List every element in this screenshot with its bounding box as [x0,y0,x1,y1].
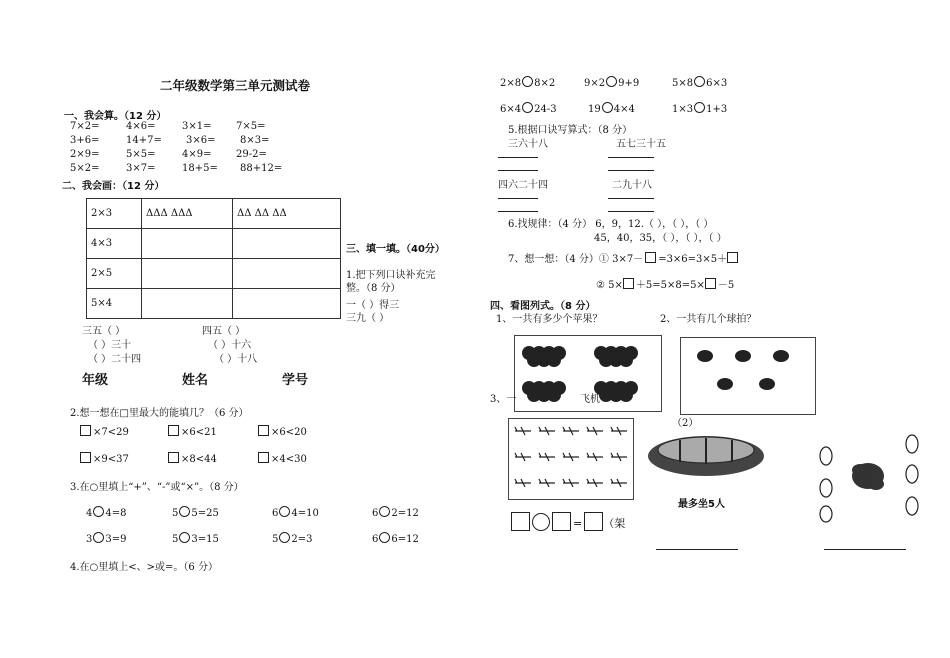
compare-right: 9+9 [618,78,640,89]
q5-item: 五七三十五 [616,139,666,150]
compare-circle[interactable] [694,76,705,87]
equation-circle[interactable] [532,513,550,531]
fill-item: 四五（ ） [202,326,246,337]
operand: 4=10 [291,508,319,519]
table-cell: ΔΔΔ ΔΔΔ [142,199,233,229]
table-cell[interactable] [142,229,233,259]
picture-label: （2） [672,418,699,429]
exercise: 4×6= [126,121,156,132]
exercise: 2×9= [70,149,100,160]
compare-circle[interactable] [522,76,533,87]
section-3-heading: 三、填一填。（40分） [346,244,445,255]
exercise: 18+5= [182,163,218,174]
table-cell: 4×3 [87,229,142,259]
q5-item: 三六十八 [508,139,548,150]
operand: 5=25 [191,508,219,519]
compare-left: 19 [588,104,601,115]
table-cell: ΔΔ ΔΔ ΔΔ [233,199,341,229]
table-cell[interactable] [142,259,233,289]
compare-right: 6×3 [706,78,728,89]
exercise: 8×3= [240,135,270,146]
inequality: ×7<29 [93,427,129,438]
answer-line[interactable] [608,211,654,212]
compare-circle[interactable] [602,102,613,113]
q1-instruction: 1.把下列口诀补充完整。（8 分） [346,270,436,294]
compare-circle[interactable] [694,102,705,113]
q1-line: 一（ ）得三 [346,300,400,311]
compare-right: 24-3 [534,104,557,115]
equation-box[interactable] [552,512,571,531]
exercise: 3×6= [186,135,216,146]
q3-heading: 3.在○里填上“+”、“-”或“×”。（8 分） [70,482,244,493]
rackets-picture [680,337,816,415]
fill-item: （ ）十八 [214,354,258,365]
exercise: 7×5= [236,121,266,132]
q6-line1: 6.找规律：（4 分） 6，9，12.（ ），（ ），（ ） [508,219,714,230]
exercise: 29-2= [236,149,267,160]
operand: 6 [372,534,379,545]
equation-row [511,512,625,531]
table-row [87,289,341,319]
table-cell[interactable] [142,289,233,319]
compare-right: 1+3 [706,104,728,115]
q1-line: 三九（ ） [346,313,390,324]
operand: 6 [272,508,279,519]
answer-box[interactable] [80,452,91,463]
table-row [87,259,341,289]
inequality: ×9<37 [93,454,129,465]
answer-line[interactable] [498,157,538,158]
exercise: 3+6= [70,135,100,146]
equation-box[interactable] [511,512,530,531]
q7-text: ＋5=5×8=5× [635,280,705,291]
exercise: 14+7= [126,135,162,146]
answer-box[interactable] [623,278,634,289]
q7-line1 [508,250,740,265]
page-title: 二年级数学第三单元测试卷 [160,78,311,93]
s4-question-1: 1、一共有多少个苹果？ [496,314,603,325]
operand: 4 [86,508,93,519]
answer-line[interactable] [824,549,906,550]
inequality: ×6<21 [181,427,217,438]
operator-circle[interactable] [279,532,290,543]
q6-line2: 45，40，35，（ ），（ ），（ ） [594,233,727,244]
rabbits-illustration [812,430,930,526]
answer-box[interactable] [705,278,716,289]
operand: 6=12 [391,534,419,545]
operator-circle[interactable] [179,532,190,543]
section-4-heading: 四、看图列式。（8 分） [490,301,596,312]
equation-box[interactable] [584,512,603,531]
exercise: 7×2= [70,121,100,132]
q7-label: 7、想一想：（4 分）① 3×7－ [508,254,644,265]
q2-heading: 2.想一想在□里最大的能填几？（6 分） [70,408,249,419]
exercise: 5×5= [126,149,156,160]
operator-circle[interactable] [379,506,390,517]
s4-question-3: 3、一 [490,394,517,405]
answer-line[interactable] [498,170,538,171]
answer-box[interactable] [645,252,656,263]
operand: 3 [86,534,93,545]
exercise: 88+12= [240,163,283,174]
operand: 2=12 [391,508,419,519]
drawing-table [86,198,341,319]
q5-item: 二九十八 [612,180,652,191]
compare-circle[interactable] [522,102,533,113]
equals-sign: = [573,517,583,530]
rackets-illustration [681,338,815,414]
table-row [87,229,341,259]
compare-left: 5×8 [672,78,694,89]
answer-box[interactable] [168,425,179,436]
table-cell: 2×3 [87,199,142,229]
s4-question-3-tail: 飞机 [580,394,600,405]
section-2-heading: 二、我会画：（12 分） [62,181,165,192]
fill-item: （ ）十六 [208,340,252,351]
section-1-heading: 一、我会算。（12 分） [64,111,167,122]
q7-line2 [596,276,734,291]
operator-circle[interactable] [379,532,390,543]
table-cell: 5×4 [87,289,142,319]
table-cell[interactable] [233,289,341,319]
operand: 5 [172,508,179,519]
compare-circle[interactable] [606,76,617,87]
fill-item: （ ）二十四 [88,354,142,365]
boat-caption: 最多坐5人 [678,499,725,510]
operator-circle[interactable] [179,506,190,517]
unit-label: （架 [603,517,626,530]
answer-line[interactable] [608,157,654,158]
q5-item: 四六二十四 [498,180,548,191]
answer-line[interactable] [608,198,654,199]
q5-heading: 5.根据口诀写算式：（8 分） [508,125,633,136]
s4-question-2: 2、一共有几个球拍？ [660,314,757,325]
q4-heading: 4.在○里填上<、>或=。（6 分） [70,562,218,573]
answer-box[interactable] [258,452,269,463]
operand: 5 [172,534,179,545]
operator-circle[interactable] [93,506,104,517]
fill-item: （ ）三十 [88,340,132,351]
table-cell[interactable] [233,229,341,259]
name-label: 姓名 [182,373,209,388]
airplanes-illustration [509,419,633,499]
answer-box[interactable] [168,452,179,463]
operand: 3=15 [191,534,219,545]
q7-text: ② 5× [596,280,623,291]
student-number-label: 学号 [282,373,309,388]
table-cell: 2×5 [87,259,142,289]
grade-label: 年级 [82,373,109,388]
answer-box[interactable] [727,252,738,263]
compare-left: 9×2 [584,78,606,89]
answer-line[interactable] [608,170,654,171]
table-row [87,199,341,229]
exercise: 3×7= [126,163,156,174]
compare-left: 1×3 [672,104,694,115]
q7-text: －5 [717,280,735,291]
exercise: 4×9= [182,149,212,160]
exercise: 3×1= [182,121,212,132]
compare-left: 6×4 [500,104,522,115]
airplanes-picture [508,418,634,500]
answer-box[interactable] [258,425,269,436]
answer-line[interactable] [656,549,738,550]
compare-left: 2×8 [500,78,522,89]
exercise: 5×2= [70,163,100,174]
operand: 2=3 [291,534,313,545]
compare-right: 4×4 [613,104,635,115]
operand: 3=9 [105,534,127,545]
operator-circle[interactable] [93,532,104,543]
boat-illustration [644,422,768,492]
operand: 5 [272,534,279,545]
inequality: ×4<30 [271,454,307,465]
operand: 6 [372,508,379,519]
answer-line[interactable] [498,198,538,199]
compare-right: 8×2 [534,78,556,89]
table-cell[interactable] [233,259,341,289]
operand: 4=8 [105,508,127,519]
inequality: ×6<20 [271,427,307,438]
fill-item: 三五（ ） [82,326,126,337]
answer-box[interactable] [80,425,91,436]
inequality: ×8<44 [181,454,217,465]
operator-circle[interactable] [279,506,290,517]
answer-line[interactable] [498,211,538,212]
q7-text: =3×6=3×5＋ [658,254,728,265]
